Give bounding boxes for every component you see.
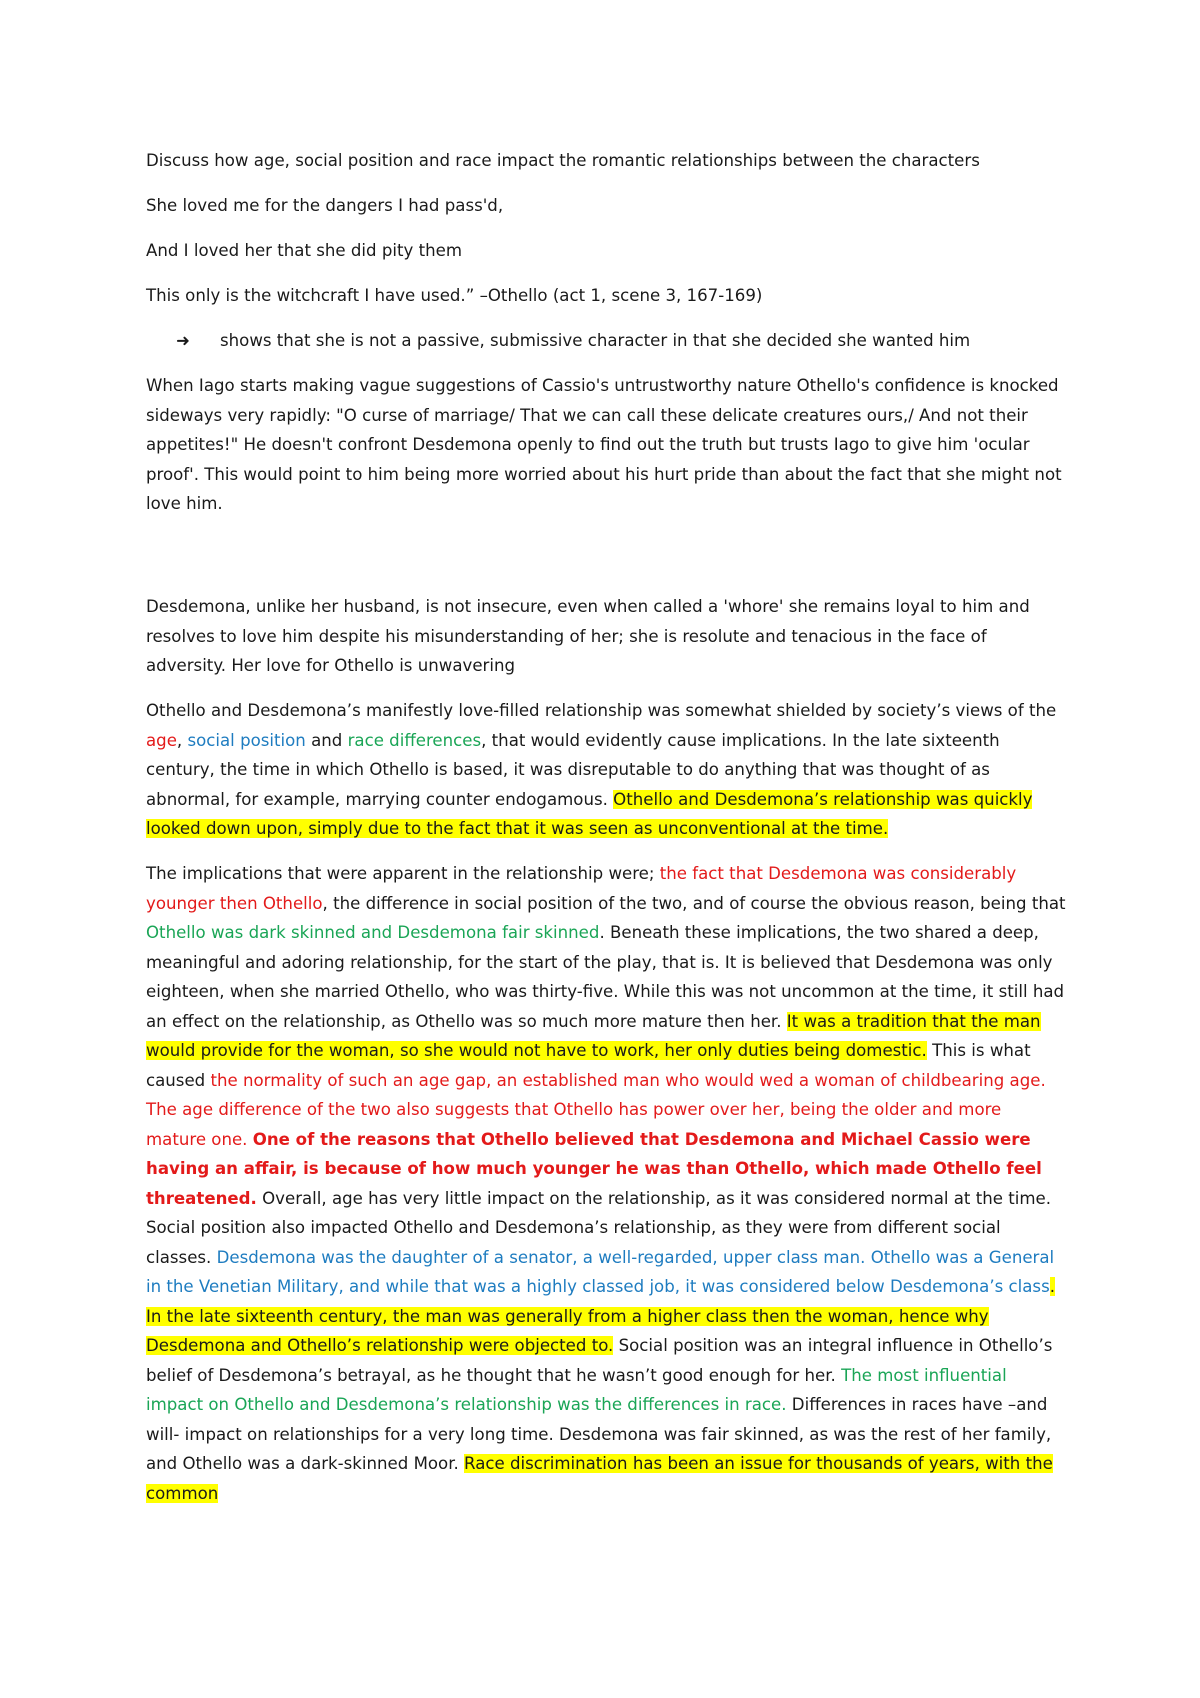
text-run: Overall, age has very little impact on the relationship, as it was considered normal at the time. Social position also impacted Othello and Desdemona’s relationship, as they were from different social classes. [146,1188,1051,1267]
text-run: and [305,730,348,750]
arrow-right-icon: ➜ [176,331,190,350]
highlighted-text: Race discrimination has been an issue for thousands of years, with the common [146,1454,1053,1503]
paragraph-iago: When Iago starts making vague suggestions of Cassio's untrustworthy nature Othello's confidence is knocked sideways very rapidly: "O curse of marriage/ That we can call these delicate creatures ours,/ And not their appetites!" He doesn't confront Desdemona openly to find out the truth but trusts Iago to give him 'ocular proof'. This would point to him being more worried about his hurt pride than about the fact that she might not love him. [146,376,1062,513]
highlighted-text: It was a tradition that the man would provide for the woman, so she would not have to work, her only duties being domestic. [146,1011,1041,1060]
spacer [146,534,1066,592]
red-bold-text: One of the reasons that Othello believed that Desdemona and Michael Cassio were having an affair, is because of how much younger he was than Othello, which made Othello feel threatened. [146,1129,1042,1208]
blue-text-social: Desdemona was the daughter of a senator, a well-regarded, upper class man. Othello was a General in the Venetian Military, and while that was a highly classed job, it was considered below Desdemona’s class [146,1247,1055,1296]
text-run: , that would evidently cause implications. In the late sixteenth century, the time in which Othello is based, it was disreputable to do anything that was thought of as abnormal, for example, marrying counter endogamous. [146,730,1000,809]
red-text-age: the fact that Desdemona was considerably younger then Othello [146,864,1017,913]
bullet-item [146,326,1066,356]
text-run: The implications that were apparent in the relationship were; [146,864,660,883]
red-text-age: the normality of such an age gap, an established man who would wed a woman of childbearing age. The age difference of the two also suggests that Othello has power over her, being the older and more mature one. [146,1070,1046,1149]
text-run: , [176,730,188,750]
quote-line-3: This only is the witchcraft I have used.” –Othello (act 1, scene 3, 167-169) [146,286,763,305]
quote-line-1: She loved me for the dangers I had pass'd, [146,196,504,215]
keyword-age: age [146,730,177,750]
highlighted-text: Othello and Desdemona’s relationship was quickly looked down upon, simply due to the fact that it was seen as unconventional at the time. [146,789,1033,838]
paragraph-implications [146,859,1066,1508]
keyword-race-differences: race differences [347,730,482,750]
green-text-race: The most influential impact on Othello and Desdemona’s relationship was the differences in race. [146,1365,1007,1414]
paragraph-desdemona-loyalty: Desdemona, unlike her husband, is not insecure, even when called a 'whore' she remains loyal to him and resolves to love him despite his misunderstanding of her; she is resolute and tenacious in the face of adversity. Her love for Othello is unwavering [146,597,1030,675]
text-run: . Beneath these implications, the two shared a deep, meaningful and adoring relationship, for the start of the play, that is. It is believed that Desdemona was only eighteen, when she married Othello, who was thirty-five. While this was not uncommon at the time, it still had an effect on the relationship, as Othello was so much more mature then her. [146,923,1065,1031]
paragraph-shielded [146,696,1066,844]
keyword-social-position: social position [187,730,306,750]
text-run: Differences in races have –and will- impact on relationships for a very long time. Desdemona was fair skinned, as was the rest of her family, and Othello was a dark-skinned Moor. [146,1395,1052,1473]
highlighted-text: . In the late sixteenth century, the man was generally from a higher class then the woman, hence why Desdemona and Othello’s relationship were objected to. [146,1277,1056,1355]
text-run: This is what caused [146,1041,1031,1090]
green-text-race: Othello was dark skinned and Desdemona fair skinned [146,923,600,942]
quote-line-2: And I loved her that she did pity them [146,241,462,260]
question-heading: Discuss how age, social position and race impact the romantic relationships between the characters [146,151,980,170]
text-run: , the difference in social position of the two, and of course the obvious reason, being that [322,893,1066,913]
bullet-text: shows that she is not a passive, submissive character in that she decided she wanted him [220,331,971,350]
text-run: Othello and Desdemona’s manifestly love-filled relationship was somewhat shielded by society’s views of the [146,701,1057,720]
document-page [146,146,1066,1524]
text-run: Social position was an integral influence in Othello’s belief of Desdemona’s betrayal, as he thought that he wasn’t good enough for her. [146,1336,1053,1385]
